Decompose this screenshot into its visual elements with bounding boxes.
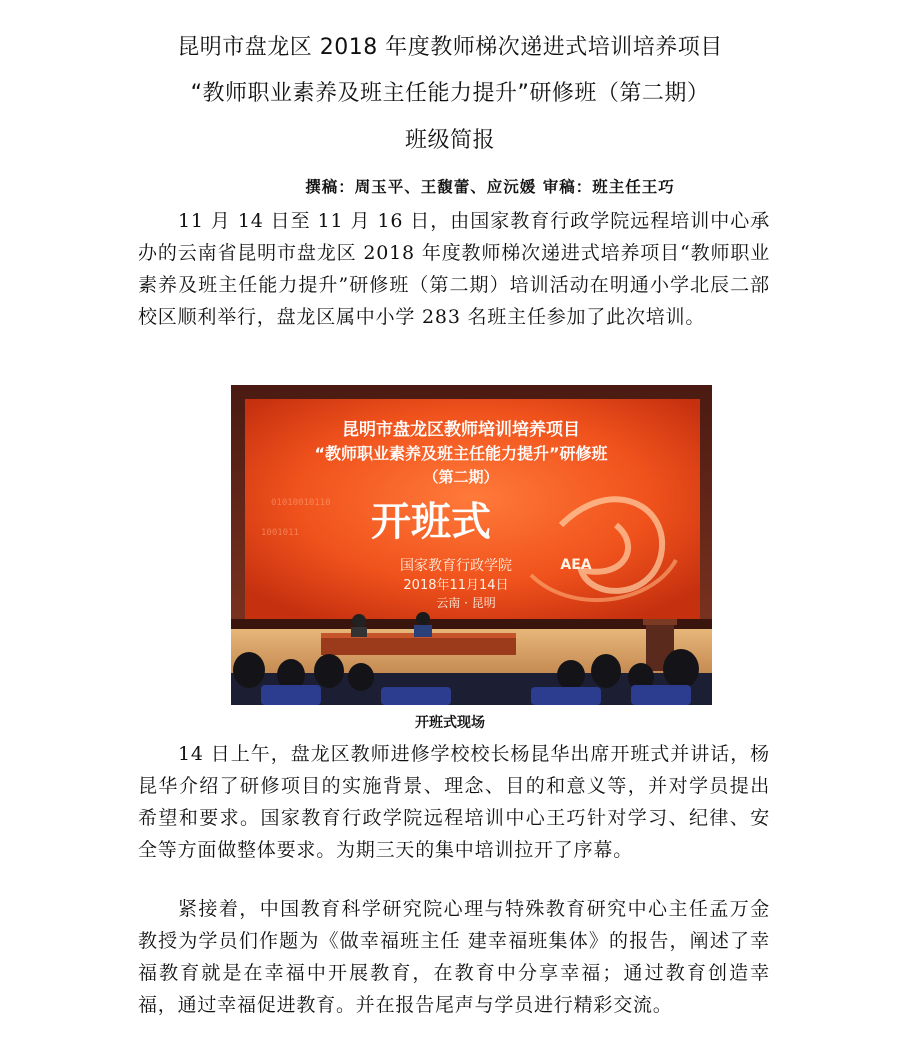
paragraph-lecture: 紧接着，中国教育科学研究院心理与特殊教育研究中心主任孟万金教授为学员们作题为《做幸福班主任 建幸福班集体》的报告，阐述了幸福教育就是在幸福中开展教育，在教育中分享幸福；通过教育创造幸福，通过幸福促进教育。并在报告尾声与学员进行精彩交流。 xyxy=(138,898,770,1016)
svg-text:01010010110: 01010010110 xyxy=(271,498,331,508)
screen-place: 云南 · 昆明 xyxy=(436,596,496,610)
report-title-line1: 昆明市盘龙区 2018 年度教师梯次递进式培训培养项目 xyxy=(177,35,723,60)
screen-logo: AEA xyxy=(560,557,592,573)
screen-line1: 昆明市盘龙区教师培训培养项目 xyxy=(342,420,580,440)
opening-ceremony-photo xyxy=(231,385,712,705)
screen-date: 2018年11月14日 xyxy=(403,578,509,593)
report-title-line3: 班级简报 xyxy=(404,128,495,153)
screen-line3: （第二期） xyxy=(423,468,499,486)
screen-headline: 开班式 xyxy=(371,499,491,545)
svg-text:1001011: 1001011 xyxy=(261,528,299,538)
paragraph-opening: 14 日上午，盘龙区教师进修学校校长杨昆华出席开班式并讲话，杨昆华介绍了研修项目的实施背景、理念、目的和意义等，并对学员提出希望和要求。国家教育行政学院远程培训中心王巧针对学习、纪律、安全等方面做整体要求。为期三天的集中培训拉开了序幕。 xyxy=(138,743,770,861)
authors-line: 撰稿：周玉平、王馥蕾、应沅媛 审稿：班主任王巧 xyxy=(305,177,675,196)
screen-line2: “教师职业素养及班主任能力提升”研修班 xyxy=(314,444,608,463)
paragraph-intro: 11 月 14 日至 11 月 16 日，由国家教育行政学院远程培训中心承办的云南省昆明市盘龙区 2018 年度教师梯次递进式培养项目“教师职业素养及班主任能力提升”研修班（第二期）培训活动在明通小学北辰二部校区顺利举行，盘龙区属中小学 283 名班主任参加了此次培训。 xyxy=(138,210,770,328)
report-title-line2: “教师职业素养及班主任能力提升”研修班（第二期） xyxy=(190,81,710,106)
photo-caption: 开班式现场 xyxy=(415,715,485,731)
screen-org: 国家教育行政学院 xyxy=(400,558,512,574)
